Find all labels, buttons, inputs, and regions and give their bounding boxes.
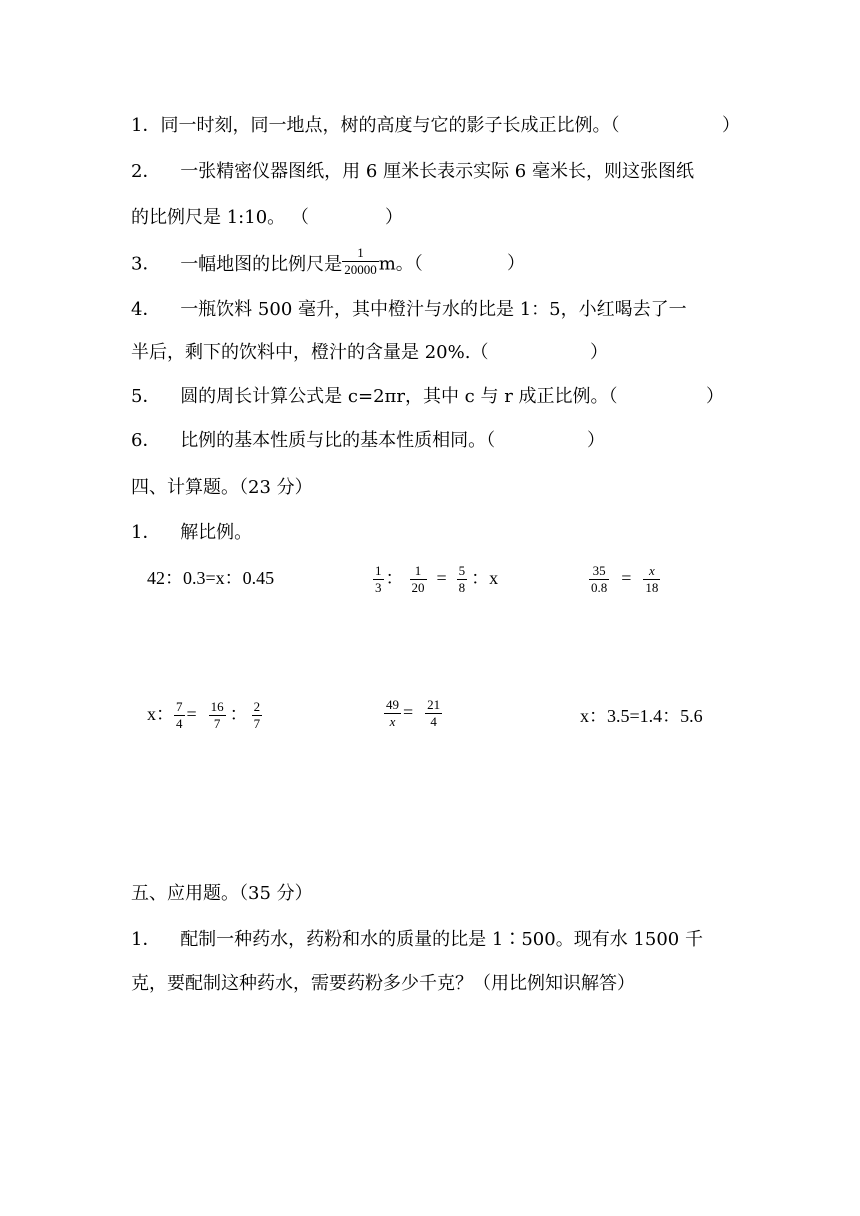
fraction [209,700,226,731]
item-text: 半后，剩下的饮料中，橙汁的含量是 20%.（ [131,342,489,363]
fraction [425,698,442,729]
item-5 [131,385,618,409]
close-paren: ） [590,342,608,363]
item-1 [131,114,619,138]
application-question-1 [131,928,703,952]
item-number: 1． [131,522,161,543]
fraction-numerator: x [643,564,660,580]
item-2-continued [131,206,309,230]
fraction-numerator: 1 [410,564,427,580]
fraction [373,564,384,595]
fraction-numerator: 35 [589,564,609,580]
equation-lead: x： [147,704,174,724]
item-text: 一张精密仪器图纸，用 6 厘米长表示实际 6 毫米长，则这张图纸 [180,161,694,182]
section-4-heading: 四、计算题。（23 分） [131,477,313,498]
item-text: 一幅地图的比例尺是 [180,253,343,275]
fraction-denominator: 20 [411,579,425,595]
section-5-heading: 五、应用题。（35 分） [131,883,313,904]
fraction-numerator: 2 [253,698,261,714]
application-question-1-continued: 克，要配制这种药水，需要药粉多少千克？（用比例知识解答） [131,973,635,994]
equals-sign: = [186,704,197,724]
equation-3 [589,560,660,597]
fraction [643,564,660,595]
item-number: 2． [131,161,161,182]
equation-1: 42：0.3=x：0.45 [147,568,275,588]
fraction-denominator: 0.8 [591,579,608,595]
ratio-colon: ： [229,704,248,725]
close-paren: ） [722,115,740,136]
item-text: 圆的周长计算公式是 c=2πr，其中 c 与 r 成正比例。（ [180,386,618,407]
fraction [384,698,401,729]
close-paren: ） [385,207,403,228]
subsection-label: 解比例。 [180,522,253,543]
answer-blank-close[interactable] [385,206,403,230]
close-paren: ） [706,386,724,407]
answer-blank-close[interactable] [590,341,608,365]
fraction-denominator: 20000 [344,262,377,277]
fraction-numerator: 1 [342,246,379,262]
fraction-numerator: 7 [176,698,183,714]
fraction-denominator: 7 [253,715,261,731]
fraction-numerator: 16 [210,698,224,714]
fraction-numerator: 49 [386,696,399,712]
item-text-post: m。（ [378,253,423,275]
item-number: 1． [131,115,161,136]
item-6 [131,429,495,453]
fraction-denominator: 4 [176,715,183,731]
fraction-denominator: 3 [375,579,382,595]
item-number: 3． [131,253,161,275]
ratio-colon: ： [385,568,404,589]
item-3 [131,245,423,277]
fraction [589,564,609,595]
close-paren: ） [587,430,605,451]
close-paren: ） [507,253,525,274]
equals-sign: = [436,568,447,588]
equation-5 [384,694,442,731]
fraction-denominator: x [389,713,396,729]
item-number: 6． [131,430,161,451]
item-number: 5． [131,386,161,407]
subsection-title [131,521,252,545]
answer-blank-close[interactable] [507,252,525,276]
answer-blank-close[interactable] [722,114,740,138]
item-4 [131,298,687,322]
equation-6: x：3.5=1.4：5.6 [580,706,703,726]
fraction-denominator: 8 [458,579,466,595]
question-text: 配制一种药水，药粉和水的质量的比是 1∶500。现有水 1500 千 [180,929,703,950]
answer-blank-close[interactable] [706,385,724,409]
item-2 [131,160,694,184]
equation-4 [147,696,262,733]
item-number: 1． [131,929,161,950]
fraction [252,700,263,731]
equals-sign: = [403,702,414,722]
item-text: 比例的基本性质与比的基本性质相同。（ [180,430,496,451]
fraction-denominator: 18 [645,579,659,595]
scale-fraction [342,246,379,277]
item-number: 4． [131,299,161,320]
item-text: 同一时刻，同一地点，树的高度与它的影子长成正比例。（ [160,115,620,136]
fraction [174,700,185,731]
item-4-continued [131,341,488,365]
fraction-numerator: 21 [427,696,441,712]
ratio-tail: ：x [471,568,499,588]
fraction [410,564,427,595]
fraction-denominator: 4 [430,713,437,729]
fraction-denominator: 7 [213,715,221,731]
equation-2 [373,560,498,597]
fraction [457,564,468,595]
answer-blank-close[interactable] [587,429,605,453]
fraction-numerator: 1 [375,562,382,578]
fraction-numerator: 5 [458,562,466,578]
item-text: 一瓶饮料 500 毫升，其中橙汁与水的比是 1：5，小红喝去了一 [180,299,687,320]
equals-sign: = [621,568,632,588]
item-text: 的比例尺是 1:10。 （ [131,207,309,228]
